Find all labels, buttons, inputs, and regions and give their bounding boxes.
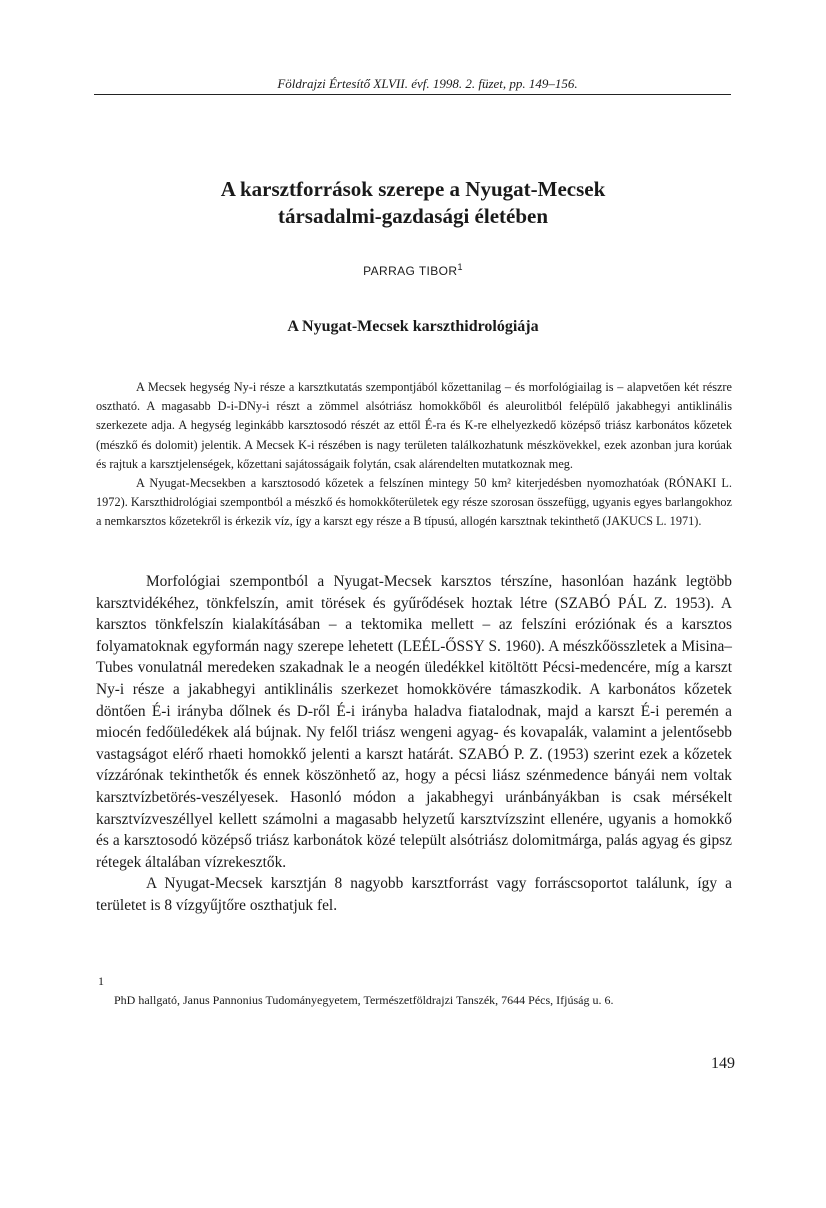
body-paragraph-1: Morfológiai szempontból a Nyugat-Mecsek karsztos térszíne, hasonlóan hazánk legtöbb karsztvidékéhez, tönkfelszín, amit törések és gyűrődések hoztak létre (SZABÓ PÁL Z. 1953). A karsztos tönkfelszín kialakításában – a tektomika mellett – az felszíni eróziónak és a karsztos folyamatoknak egyformán nagy szerepe lehetett (LEÉL-ŐSSY S. 1960). A mészkőösszletek a Misina–Tubes vonulatnál meredeken szakadnak le a neogén üledékkel kitöltött Pécsi-medencére, míg a karszt Ny-i része a jakabhegyi antiklinális szerkezet homokkövére támaszkodik. A karbonátos kőzetek döntően É-i irányba dőlnek és D-ről É-i irányba haladva fiatalodnak, majd a karszt É-i peremén a miocén fedőüledékek alá bújnak. Ny felől triász wengeni agyag- és kovapalák, valamint a jelentősebb vastagságot elérő rhaeti homokkő jelenti a karszt határát. SZABÓ P. Z. (1953) szerint ezek a kőzetek vízzárónak tekinthetők és ennek köszönhető az, hogy a pécsi liász szénmedence bányái nem voltak karsztvízbetörés-veszélyesek. Hasonló módon a jakabhegyi uránbányákban is csak mérsékelt karsztvízveszéllyel kellett számolni a magasabb helyzetű karsztvízszint ellenére, ugyanis a homokkő és a karsztosodó középső triász karbonátok közé települt alsótriász dolomitmárga, palás agyag és gipsz rétegek általában vízrekesztők. — [96, 573, 732, 871]
abstract — [96, 378, 732, 532]
article-title — [110, 176, 716, 230]
author-footnote-ref: 1 — [457, 262, 463, 272]
article-title-line-2: társadalmi-gazdasági életében — [277, 204, 549, 228]
author-line — [0, 262, 826, 278]
page-number: 149 — [711, 1055, 735, 1072]
body-text — [96, 571, 732, 917]
section-heading: A Nyugat-Mecsek karszthidrológiája — [287, 318, 539, 335]
journal-header: Földrajzi Értesítő XLVII. évf. 1998. 2. füzet, pp. 149–156. — [94, 76, 731, 95]
footnote-mark: 1 — [98, 974, 104, 988]
body-paragraph-2: A Nyugat-Mecsek karsztján 8 nagyobb karsztforrást vagy forráscsoportot találunk, így a területet is 8 vízgyűjtőre oszthatjuk fel. — [96, 875, 732, 914]
abstract-paragraph-1: A Mecsek hegység Ny-i része a karsztkutatás szempontjából kőzettanilag – és morfológiailag is – alapvetően két részre osztható. A magasabb D-i-DNy-i részt a zömmel alsótriász homokkőből és aleurolitból felépülő jakabhegyi antiklinális szerkezete adja. A hegység leginkább karsztosodó részét az ettől É-ra és K-re elhelyezkedő középső triász karbonátos kőzetek (mészkő és dolomit) jelentik. A Mecsek K-i részében is nagy területen találkozhatunk mészkövekkel, ezek azonban jura korúak és rajtuk a karsztjelenségek, kőzettani sajátosságaik folytán, csak alárendelten mutatkoznak meg. — [96, 380, 732, 471]
article-title-line-1: A karsztforrások szerepe a Nyugat-Mecsek — [220, 177, 606, 201]
author-name: PARRAG TIBOR — [363, 264, 458, 278]
footnote-text: PhD hallgató, Janus Pannonius Tudományegyetem, Természetföldrajzi Tanszék, 7644 Pécs, Ifjúság u. 6. — [114, 993, 614, 1007]
abstract-paragraph-2: A Nyugat-Mecsekben a karsztosodó kőzetek a felszínen mintegy 50 km² kiterjedésben nyomozhatóak (RÓNAKI L. 1972). Karszthidrológiai szempontból a mészkő és homokkőterületek egy része szorosan összefügg, ugyanis egyes barlangokhoz a nemkarsztos kőzetekről is érkezik víz, így a karszt egy része a B típusú, allogén karsztnak tekinthető (JAKUCS L. 1971). — [96, 476, 732, 529]
